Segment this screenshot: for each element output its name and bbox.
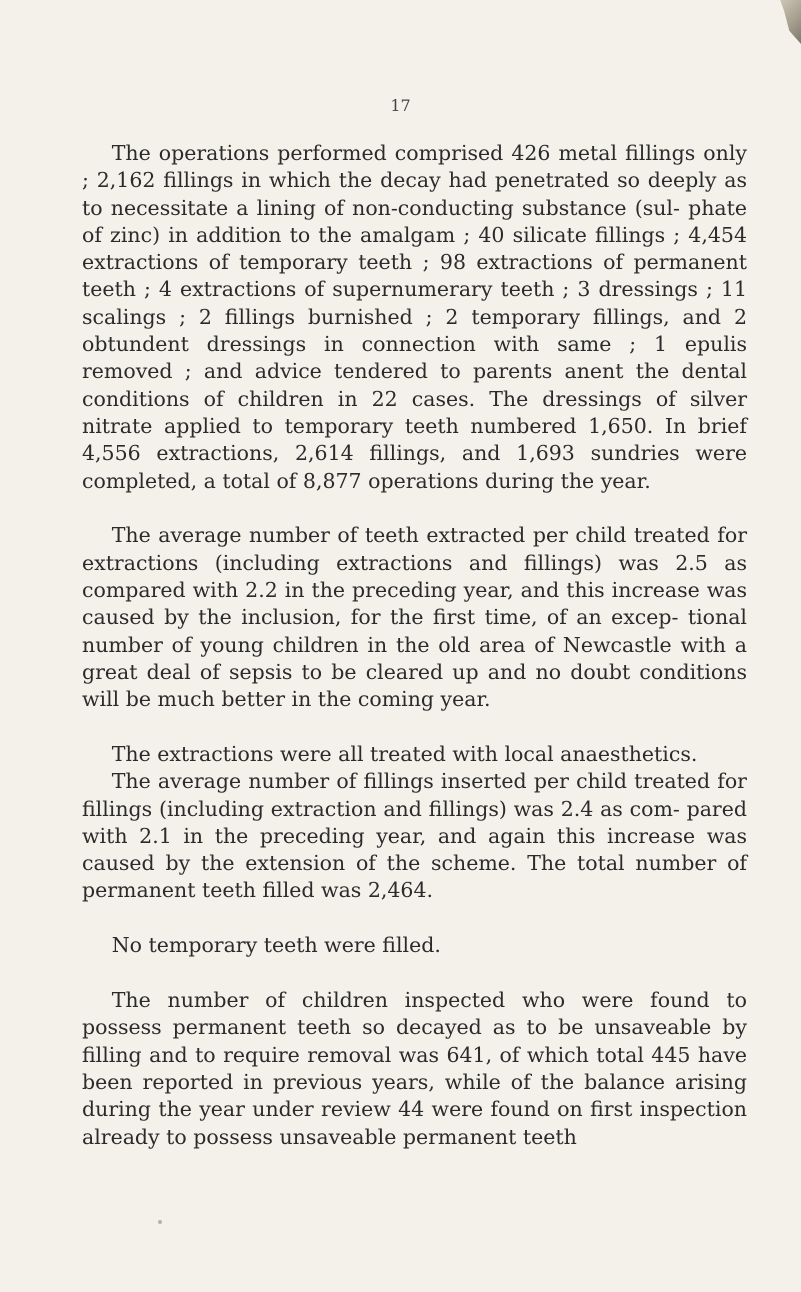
paragraph-temporary-teeth: No temporary teeth were filled. xyxy=(111,933,441,958)
paragraph-unsaveable-teeth: The number of children inspected who were found to possess permanent teeth so decayed as to be unsaveable by filling and to require removal was 641, of which total 445 have been reported in previous years, while of the balance arising during the year under review 44 were found on first inspection already to possess unsaveable permanent teeth xyxy=(82,988,747,1149)
paragraph-average-extracted: The average number of teeth extracted per child treated for extractions (including extractions and fillings) was 2.5 as compared with 2.2 in the preceding year, and this increase was caused by the inclusion, for the first time, of an excep- tional number of young children in the old area of Newcastle with a great deal of sepsis to be cleared up and no doubt conditions will be much better in the coming year. xyxy=(82,523,747,712)
paragraph-average-fillings: The average number of fillings inserted per child treated for fillings (including extraction and fillings) was 2.4 as com- pared with 2.1 in the preceding year, and again this increase was caused by the extension of the scheme. The total number of permanent teeth filled was 2,464. xyxy=(82,769,747,903)
paragraph-operations: The operations performed comprised 426 metal fillings only ; 2,162 fillings in which the decay had penetrated so deeply as to necessitate a lining of non-conducting substance (sul- phate of zinc) in addition to the amalgam ; 40 silicate fillings ; 4,454 extractions of temporary teeth ; 98 extractions of permanent teeth ; 4 extractions of supernumerary teeth ; 3 dressings ; 11 scalings ; 2 fillings burnished ; 2 temporary fillings, and 2 obtundent dressings in connection with same ; 1 epulis removed ; and advice tendered to parents anent the dental conditions of children in 22 cases. The dressings of silver nitrate applied to temporary teeth numbered 1,650. In brief 4,556 extractions, 2,614 fillings, and 1,693 sundries were completed, a total of 8,877 operations during the year. xyxy=(82,141,747,493)
page-number: 17 xyxy=(390,96,411,115)
body-text xyxy=(82,140,747,1178)
page-corner-mark xyxy=(775,0,801,44)
paper-speck xyxy=(158,1220,162,1224)
paragraph-anaesthetics: The extractions were all treated with local anaesthetics. xyxy=(111,741,698,766)
